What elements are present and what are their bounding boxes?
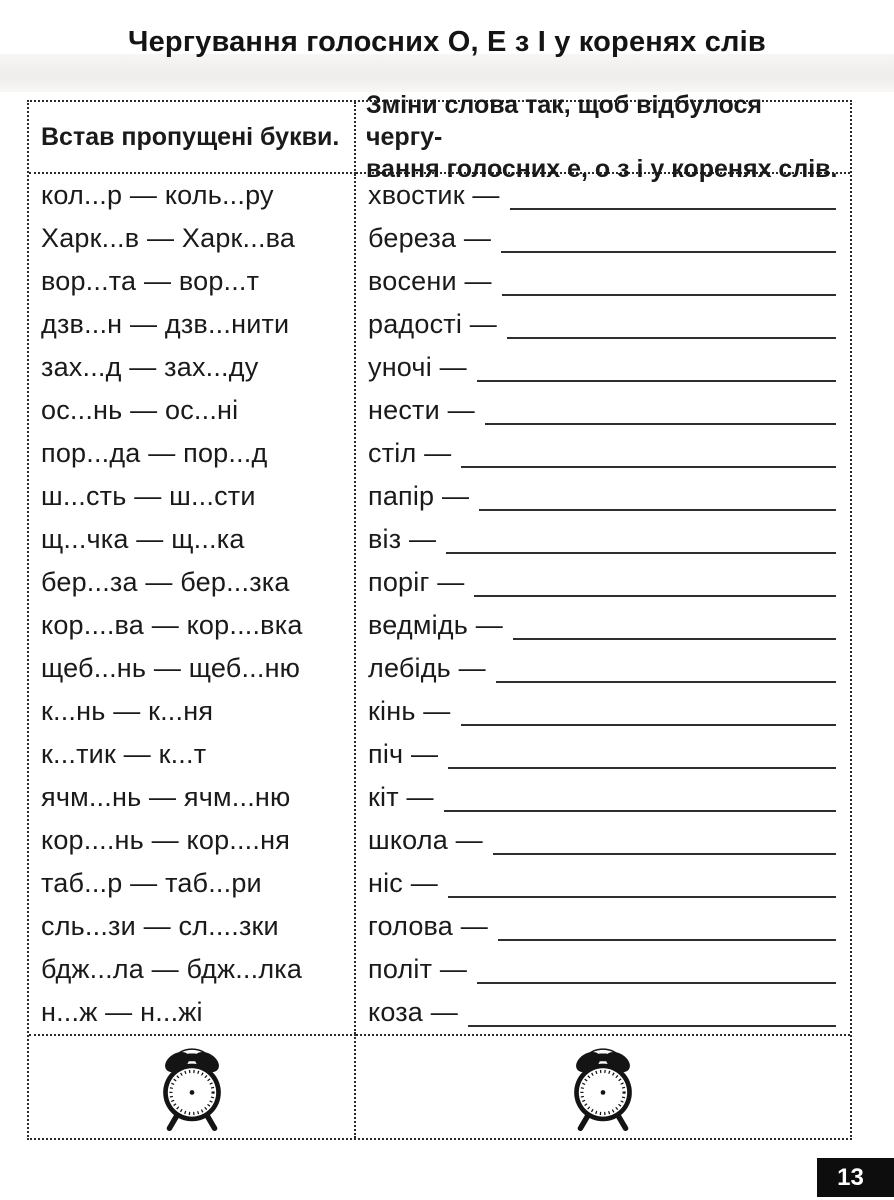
answer-blank-line[interactable] — [461, 466, 836, 468]
source-word: лебідь — — [368, 653, 486, 683]
page-number-badge: 13 — [817, 1158, 894, 1197]
source-word: радості — — [368, 309, 497, 339]
word-pair-row — [29, 303, 354, 346]
word-pair-text: кол...р — коль...ру — [41, 180, 274, 210]
word-pair-text: кор....нь — кор....ня — [41, 825, 291, 855]
word-pair-text: н...ж — н...жі — [41, 997, 203, 1027]
fill-in-row — [356, 862, 850, 905]
source-word: коза — — [368, 997, 458, 1027]
source-word: голова — — [368, 911, 488, 941]
word-pair-text: Харк...в — Харк...ва — [41, 223, 296, 253]
word-pair-row — [29, 776, 354, 819]
left-column-header — [29, 102, 356, 174]
answer-blank-line[interactable] — [477, 380, 836, 382]
source-word: папір — — [368, 481, 470, 511]
word-pair-row — [29, 604, 354, 647]
alarm-clock-icon — [563, 1041, 643, 1133]
fill-in-row — [356, 561, 850, 604]
source-word: поріг — — [368, 567, 465, 597]
fill-in-row — [356, 991, 850, 1034]
source-word: школа — — [368, 825, 483, 855]
word-pair-text: к...нь — к...ня — [41, 696, 214, 726]
fill-in-row — [356, 518, 850, 561]
word-pair-row — [29, 905, 354, 948]
word-pair-text: к...тик — к...т — [41, 739, 207, 769]
left-clock-cell — [29, 1034, 356, 1138]
word-pair-row — [29, 174, 354, 217]
fill-in-row — [356, 303, 850, 346]
source-word: віз — — [368, 524, 437, 554]
word-pair-row — [29, 561, 354, 604]
worksheet-table — [27, 91, 852, 1140]
right-header-line1: Зміни слова так, щоб відбулося чергу- — [366, 91, 762, 151]
word-pair-text: зах...д — зах...ду — [41, 352, 259, 382]
fill-in-row — [356, 776, 850, 819]
answer-blank-line[interactable] — [513, 638, 836, 640]
right-header-line2: вання голосних е, о з і у коренях слів. — [366, 155, 838, 183]
word-pair-row — [29, 475, 354, 518]
word-pair-row — [29, 217, 354, 260]
fill-in-row — [356, 733, 850, 776]
word-pair-text: ш...сть — ш...сти — [41, 481, 256, 511]
word-pair-row — [29, 432, 354, 475]
word-pair-text: таб...р — таб...ри — [41, 868, 262, 898]
fill-in-row — [356, 604, 850, 647]
title-background-band — [0, 54, 894, 92]
fill-in-row — [356, 432, 850, 475]
fill-in-row — [356, 647, 850, 690]
answer-blank-line[interactable] — [485, 423, 836, 425]
answer-blank-line[interactable] — [498, 939, 836, 941]
word-pair-row — [29, 733, 354, 776]
fill-in-row — [356, 948, 850, 991]
fill-in-row — [356, 819, 850, 862]
source-word: нести — — [368, 395, 475, 425]
answer-blank-line[interactable] — [446, 552, 836, 554]
word-pair-row — [29, 647, 354, 690]
answer-blank-line[interactable] — [461, 724, 837, 726]
source-word: політ — — [368, 954, 468, 984]
word-pair-row — [29, 862, 354, 905]
source-word: ведмідь — — [368, 610, 503, 640]
left-word-list — [29, 174, 356, 1034]
word-pair-text: вор...та — вор...т — [41, 266, 260, 296]
word-pair-row — [29, 346, 354, 389]
word-pair-row — [29, 690, 354, 733]
word-pair-text: кор....ва — кор....вка — [41, 610, 303, 640]
source-word: кіт — — [368, 782, 434, 812]
fill-in-row — [356, 346, 850, 389]
word-pair-row — [29, 518, 354, 561]
answer-blank-line[interactable] — [468, 1025, 836, 1027]
source-word: хвостик — — [368, 180, 500, 210]
word-pair-row — [29, 260, 354, 303]
source-word: береза — — [368, 223, 492, 253]
answer-blank-line[interactable] — [507, 337, 836, 339]
fill-in-row — [356, 389, 850, 432]
word-pair-row — [29, 819, 354, 862]
right-column-header — [356, 91, 850, 183]
answer-blank-line[interactable] — [444, 810, 836, 812]
answer-blank-line[interactable] — [479, 509, 836, 511]
fill-in-row — [356, 217, 850, 260]
word-pair-text: сль...зи — сл....зки — [41, 911, 279, 941]
word-pair-text: пор...да — пор...д — [41, 438, 268, 468]
answer-blank-line[interactable] — [448, 767, 836, 769]
alarm-clock-icon — [152, 1041, 232, 1133]
fill-in-row — [356, 260, 850, 303]
answer-blank-line[interactable] — [501, 251, 836, 253]
word-pair-row — [29, 991, 354, 1034]
fill-in-row — [356, 690, 850, 733]
answer-blank-line[interactable] — [474, 595, 836, 597]
left-header-text: Встав пропущені букви. — [41, 123, 340, 151]
word-pair-text: ос...нь — ос...ні — [41, 395, 239, 425]
fill-in-row — [356, 174, 850, 217]
word-pair-row — [29, 389, 354, 432]
answer-blank-line[interactable] — [448, 896, 836, 898]
right-word-list — [356, 174, 850, 1034]
source-word: восени — — [368, 266, 492, 296]
fill-in-row — [356, 475, 850, 518]
source-word: кінь — — [368, 696, 451, 726]
answer-blank-line[interactable] — [510, 208, 836, 210]
word-pair-text: ячм...нь — ячм...ню — [41, 782, 291, 812]
fill-in-row — [356, 905, 850, 948]
word-pair-text: щ...чка — щ...ка — [41, 524, 245, 554]
source-word: стіл — — [368, 438, 452, 468]
right-clock-cell — [356, 1034, 850, 1138]
word-pair-text: щеб...нь — щеб...ню — [41, 653, 301, 683]
page-title: Чергування голосних О, Е з І у коренях слів — [128, 26, 766, 58]
source-word: уночі — — [368, 352, 467, 382]
answer-blank-line[interactable] — [496, 681, 836, 683]
word-pair-text: дзв...н — дзв...нити — [41, 309, 290, 339]
answer-blank-line[interactable] — [493, 853, 836, 855]
answer-blank-line[interactable] — [502, 294, 836, 296]
source-word: ніс — — [368, 868, 438, 898]
source-word: піч — — [368, 739, 439, 769]
word-pair-text: бер...за — бер...зка — [41, 567, 290, 597]
word-pair-row — [29, 948, 354, 991]
answer-blank-line[interactable] — [477, 982, 836, 984]
word-pair-text: бдж...ла — бдж...лка — [41, 954, 303, 984]
